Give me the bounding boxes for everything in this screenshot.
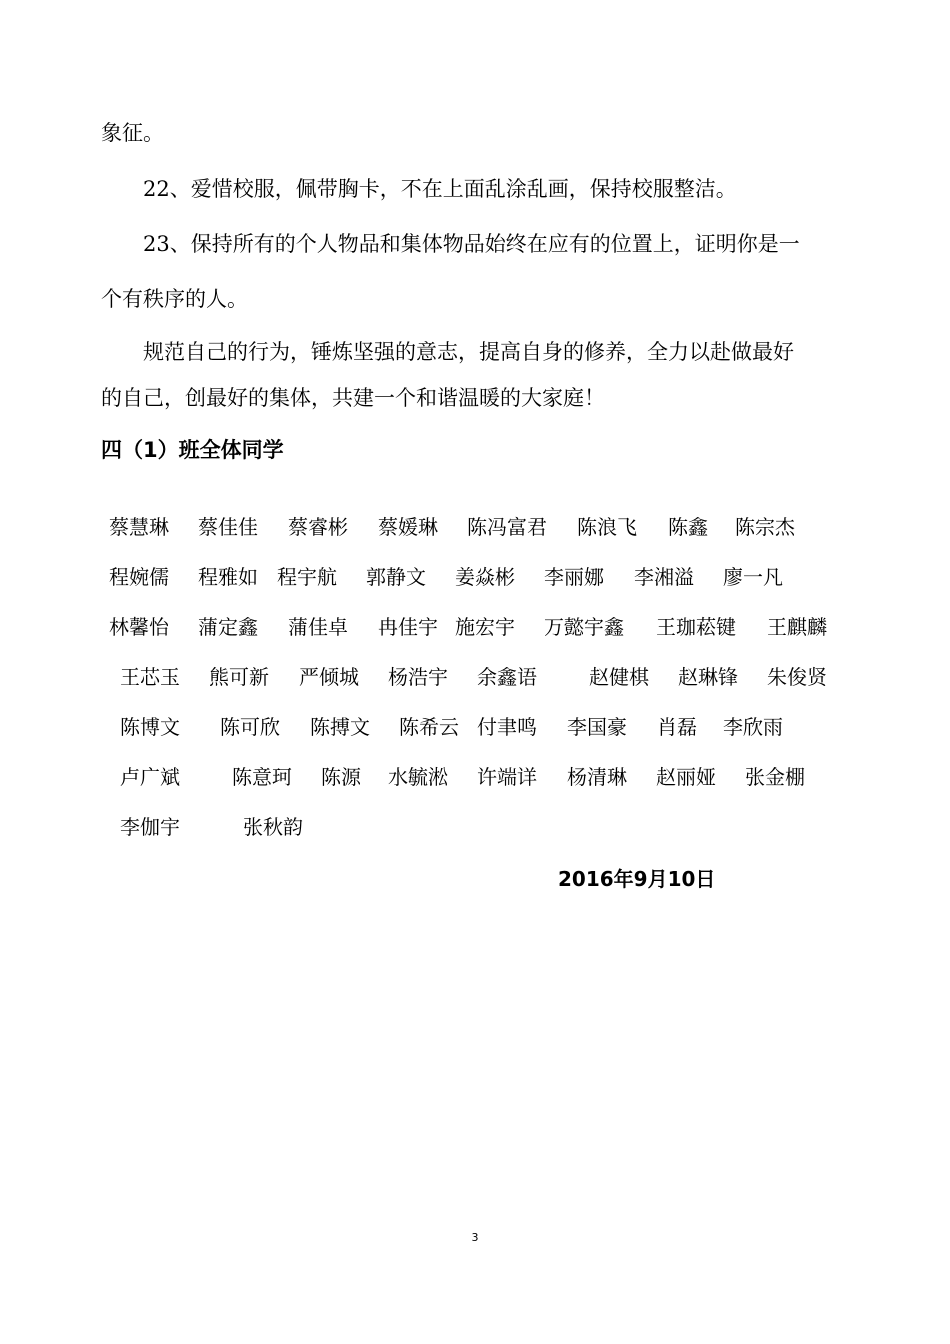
letter-date: 2016年9月10日 <box>558 867 716 891</box>
student-name: 李丽娜 <box>544 565 604 589</box>
student-name: 陈希云 <box>399 715 459 739</box>
student-name: 王芯玉 <box>120 665 180 689</box>
student-name: 陈搏文 <box>310 715 370 739</box>
student-name: 蔡佳佳 <box>198 515 258 539</box>
student-name: 陈鑫 <box>668 515 708 539</box>
student-name: 李伽宇 <box>120 815 180 839</box>
body-line-3: 23、保持所有的个人物品和集体物品始终在应有的位置上，证明你是一 <box>143 232 800 256</box>
body-line-4: 个有秩序的人。 <box>101 287 248 311</box>
student-name: 廖一凡 <box>723 565 783 589</box>
student-name: 陈冯富君 <box>467 515 547 539</box>
student-name: 蔡睿彬 <box>288 515 348 539</box>
student-name: 万懿宇鑫 <box>544 615 624 639</box>
page-number: 3 <box>471 1231 479 1244</box>
student-name: 熊可新 <box>209 665 269 689</box>
student-name: 李欣雨 <box>723 715 783 739</box>
body-line-1: 象征。 <box>101 121 164 145</box>
body-line-2: 22、爱惜校服，佩带胸卡，不在上面乱涂乱画，保持校服整洁。 <box>143 177 737 201</box>
student-name: 陈源 <box>321 765 361 789</box>
student-name: 陈宗杰 <box>735 515 795 539</box>
student-name: 蒲佳卓 <box>288 615 348 639</box>
student-name: 郭静文 <box>366 565 426 589</box>
student-name: 陈博文 <box>120 715 180 739</box>
student-name: 赵丽娅 <box>656 765 716 789</box>
student-name: 卢广斌 <box>120 765 180 789</box>
student-name: 李湘溢 <box>634 565 694 589</box>
student-name: 张金棚 <box>745 765 805 789</box>
student-name: 陈可欣 <box>220 715 280 739</box>
student-name: 余鑫语 <box>477 665 537 689</box>
student-name: 王珈菘键 <box>656 615 736 639</box>
student-name: 赵琳锋 <box>678 665 738 689</box>
student-name: 赵健棋 <box>589 665 649 689</box>
student-name: 水毓淞 <box>388 765 448 789</box>
student-name: 肖磊 <box>657 715 697 739</box>
student-name: 严倾城 <box>299 665 359 689</box>
student-name: 施宏宇 <box>455 615 515 639</box>
student-name: 蔡慧琳 <box>109 515 169 539</box>
class-heading: 四（1）班全体同学 <box>101 438 284 462</box>
student-name: 朱俊贤 <box>767 665 827 689</box>
student-name: 王麒麟 <box>767 615 827 639</box>
student-name: 蒲定鑫 <box>198 615 258 639</box>
student-name: 林馨怡 <box>109 615 169 639</box>
student-name: 冉佳宇 <box>378 615 438 639</box>
student-name: 许端详 <box>477 765 537 789</box>
student-name: 杨清琳 <box>567 765 627 789</box>
student-name: 程雅如 <box>198 565 258 589</box>
student-name: 杨浩宇 <box>388 665 448 689</box>
student-name: 陈浪飞 <box>577 515 637 539</box>
body-line-6: 的自己，创最好的集体，共建一个和谐温暖的大家庭！ <box>101 386 605 410</box>
student-name: 蔡媛琳 <box>378 515 438 539</box>
student-name: 陈意珂 <box>232 765 292 789</box>
student-name: 程宇航 <box>277 565 337 589</box>
student-name: 张秋韵 <box>243 815 303 839</box>
student-name: 付聿鸣 <box>477 715 537 739</box>
student-name: 程婉儒 <box>109 565 169 589</box>
student-name: 李国豪 <box>567 715 627 739</box>
student-name: 姜焱彬 <box>455 565 515 589</box>
body-line-5: 规范自己的行为，锤炼坚强的意志，提高自身的修养，全力以赴做最好 <box>143 340 794 364</box>
